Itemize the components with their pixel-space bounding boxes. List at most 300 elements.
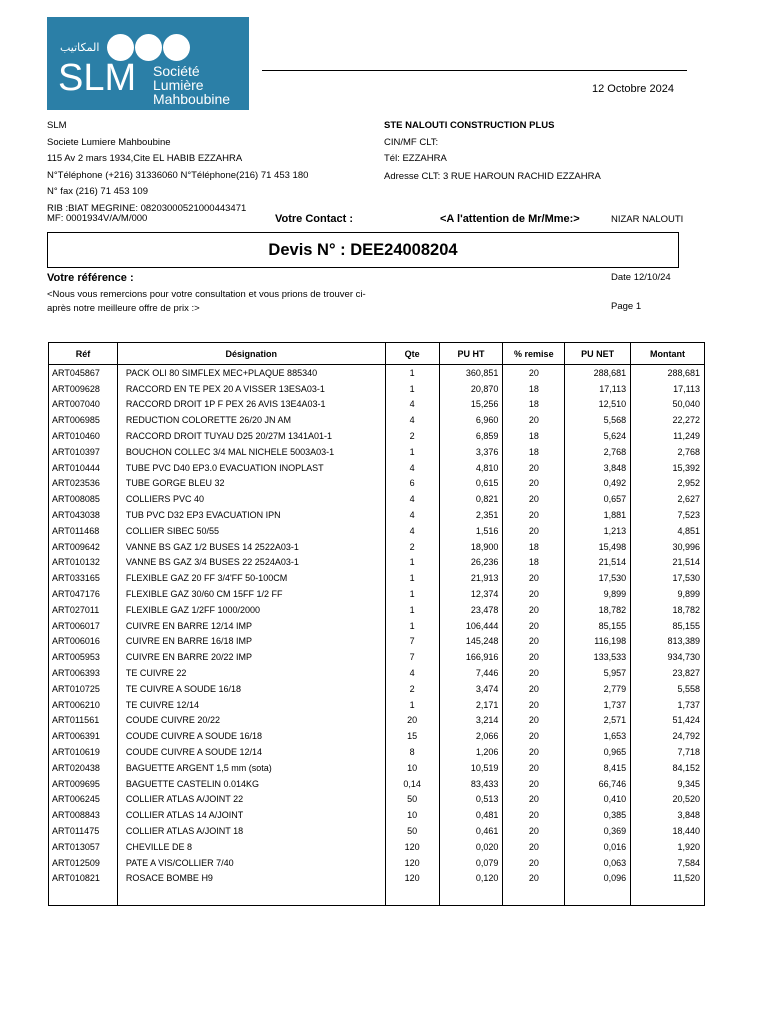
cell-montant: 23,827	[631, 665, 705, 681]
table-row	[49, 744, 705, 760]
cell-designation: BAGUETTE ARGENT 1,5 mm (sota)	[117, 760, 385, 776]
cell-montant: 3,848	[631, 807, 705, 823]
cell-qte: 4	[385, 412, 439, 428]
table-row	[49, 539, 705, 555]
cell-designation: TUB PVC D32 EP3 EVACUATION IPN	[117, 507, 385, 523]
cell-montant: 18,782	[631, 602, 705, 618]
logo-circle	[135, 34, 162, 61]
cell-montant: 21,514	[631, 555, 705, 571]
cell-remise: 20	[503, 460, 565, 476]
cell-designation: CUIVRE EN BARRE 12/14 IMP	[117, 618, 385, 634]
cell-designation: TUBE PVC D40 EP3.0 EVACUATION INOPLAST	[117, 460, 385, 476]
cell-qte: 1	[385, 618, 439, 634]
cell-pu-net: 5,624	[565, 428, 631, 444]
cell-designation: FLEXIBLE GAZ 30/60 CM 15FF 1/2 FF	[117, 586, 385, 602]
cell-montant: 7,523	[631, 507, 705, 523]
table-row	[49, 381, 705, 397]
cell-montant: 813,389	[631, 634, 705, 650]
table-row	[49, 823, 705, 839]
table-row	[49, 855, 705, 871]
cell-pu-net: 0,385	[565, 807, 631, 823]
attention-name: NIZAR NALOUTI	[611, 214, 684, 225]
cell-qte: 0,14	[385, 776, 439, 792]
cell-qte: 20	[385, 713, 439, 729]
devis-title: Devis N° : DEE24008204	[268, 241, 458, 259]
cell-pu-ht: 106,444	[439, 618, 503, 634]
cell-qte: 4	[385, 397, 439, 413]
table-row	[49, 760, 705, 776]
cell-ref: ART043038	[49, 507, 118, 523]
cell-montant: 20,520	[631, 792, 705, 808]
cell-designation: COUDE CUIVRE 20/22	[117, 713, 385, 729]
client-address: Adresse CLT: 3 RUE HAROUN RACHID EZZAHRA	[384, 170, 601, 182]
cell-pu-net: 2,779	[565, 681, 631, 697]
table-row	[49, 649, 705, 665]
cell-montant: 2,627	[631, 491, 705, 507]
cell-qte: 10	[385, 760, 439, 776]
cell-remise: 20	[503, 792, 565, 808]
cell-ref: ART010821	[49, 871, 118, 887]
cell-pu-ht: 21,913	[439, 570, 503, 586]
cell-qte: 7	[385, 649, 439, 665]
cell-pu-net: 17,530	[565, 570, 631, 586]
table-row	[49, 412, 705, 428]
cell-remise: 20	[503, 728, 565, 744]
cell-designation: FLEXIBLE GAZ 1/2FF 1000/2000	[117, 602, 385, 618]
cell-remise: 20	[503, 634, 565, 650]
cell-qte: 7	[385, 634, 439, 650]
cell-montant: 1,920	[631, 839, 705, 855]
table-row	[49, 476, 705, 492]
cell-montant: 15,392	[631, 460, 705, 476]
cell-ref: ART009642	[49, 539, 118, 555]
cell-ref: ART011561	[49, 713, 118, 729]
cell-remise: 18	[503, 397, 565, 413]
cell-pu-ht: 0,020	[439, 839, 503, 855]
cell-designation: COUDE CUIVRE A SOUDE 16/18	[117, 728, 385, 744]
cell-remise: 20	[503, 586, 565, 602]
reference-label: Votre référence :	[47, 272, 134, 284]
cell-pu-net: 1,213	[565, 523, 631, 539]
company-rib: RIB :BIAT MEGRINE: 08203000521000443471	[47, 202, 247, 214]
table-row	[49, 776, 705, 792]
cell-remise: 20	[503, 507, 565, 523]
cell-montant: 288,681	[631, 365, 705, 381]
cell-designation: VANNE BS GAZ 3/4 BUSES 22 2524A03-1	[117, 555, 385, 571]
cell-pu-ht: 360,851	[439, 365, 503, 381]
table-row	[49, 792, 705, 808]
company-phone: N°Téléphone (+216) 31336060 N°Téléphone(216) 71 453 180	[47, 169, 309, 181]
client-tel: Tél: EZZAHRA	[384, 153, 447, 164]
cell-pu-ht: 18,900	[439, 539, 503, 555]
cell-remise: 18	[503, 539, 565, 555]
cell-pu-net: 1,737	[565, 697, 631, 713]
cell-pu-net: 0,492	[565, 476, 631, 492]
cell-designation: REDUCTION COLORETTE 26/20 JN AM	[117, 412, 385, 428]
cell-montant: 22,272	[631, 412, 705, 428]
cell-ref: ART010725	[49, 681, 118, 697]
cell-designation: VANNE BS GAZ 1/2 BUSES 14 2522A03-1	[117, 539, 385, 555]
cell-montant: 17,113	[631, 381, 705, 397]
cell-remise: 20	[503, 523, 565, 539]
cell-ref: ART023536	[49, 476, 118, 492]
cell-ref: ART010397	[49, 444, 118, 460]
cell-pu-ht: 26,236	[439, 555, 503, 571]
table-row	[49, 491, 705, 507]
cell-qte: 50	[385, 823, 439, 839]
cell-ref: ART008843	[49, 807, 118, 823]
company-logo	[47, 17, 249, 110]
company-mf: MF: 0001934V/A/M/000	[47, 213, 148, 224]
cell-pu-ht: 0,461	[439, 823, 503, 839]
cell-qte: 1	[385, 365, 439, 381]
document-date: 12 Octobre 2024	[592, 83, 674, 95]
cell-pu-net: 288,681	[565, 365, 631, 381]
cell-montant: 2,952	[631, 476, 705, 492]
cell-designation: TE CUIVRE 22	[117, 665, 385, 681]
table-row	[49, 839, 705, 855]
table-row	[49, 586, 705, 602]
cell-designation: CUIVRE EN BARRE 16/18 IMP	[117, 634, 385, 650]
cell-montant: 5,558	[631, 681, 705, 697]
table-row	[49, 681, 705, 697]
cell-remise: 20	[503, 570, 565, 586]
cell-qte: 4	[385, 491, 439, 507]
cell-qte: 120	[385, 839, 439, 855]
col-header-pu-ht: PU HT	[439, 343, 503, 365]
cell-designation: COLLIER ATLAS A/JOINT 18	[117, 823, 385, 839]
cell-qte: 8	[385, 744, 439, 760]
cell-pu-ht: 1,206	[439, 744, 503, 760]
table-row	[49, 444, 705, 460]
table-row	[49, 634, 705, 650]
cell-designation: BOUCHON COLLEC 3/4 MAL NICHELE 5003A03-1	[117, 444, 385, 460]
cell-montant: 17,530	[631, 570, 705, 586]
cell-ref: ART011468	[49, 523, 118, 539]
contact-label: Votre Contact :	[275, 213, 354, 225]
cell-pu-net: 15,498	[565, 539, 631, 555]
cell-qte: 1	[385, 444, 439, 460]
table-row	[49, 697, 705, 713]
cell-pu-ht: 3,376	[439, 444, 503, 460]
cell-designation: FLEXIBLE GAZ 20 FF 3/4'FF 50-100CM	[117, 570, 385, 586]
table-header-row	[49, 343, 705, 365]
cell-pu-ht: 0,821	[439, 491, 503, 507]
cell-remise: 20	[503, 807, 565, 823]
cell-montant: 934,730	[631, 649, 705, 665]
col-header-ref: Réf	[49, 343, 118, 365]
cell-qte: 2	[385, 681, 439, 697]
cell-ref: ART006017	[49, 618, 118, 634]
cell-remise: 20	[503, 744, 565, 760]
cell-designation: PATE A VIS/COLLIER 7/40	[117, 855, 385, 871]
cell-ref: ART012509	[49, 855, 118, 871]
logo-arabic-text: المكاتيب	[60, 42, 100, 54]
cell-designation: COLLIERS PVC 40	[117, 491, 385, 507]
cell-pu-ht: 20,870	[439, 381, 503, 397]
cell-pu-net: 66,746	[565, 776, 631, 792]
client-info	[384, 118, 601, 185]
cell-pu-net: 2,571	[565, 713, 631, 729]
cell-qte: 1	[385, 555, 439, 571]
cell-pu-net: 116,198	[565, 634, 631, 650]
cell-ref: ART008085	[49, 491, 118, 507]
table-row	[49, 365, 705, 381]
cell-qte: 4	[385, 665, 439, 681]
cell-montant: 7,718	[631, 744, 705, 760]
cell-qte: 1	[385, 586, 439, 602]
cell-remise: 20	[503, 776, 565, 792]
cell-pu-net: 0,657	[565, 491, 631, 507]
cell-pu-ht: 6,960	[439, 412, 503, 428]
cell-ref: ART009628	[49, 381, 118, 397]
cell-montant: 9,899	[631, 586, 705, 602]
cell-montant: 24,792	[631, 728, 705, 744]
table-row	[49, 507, 705, 523]
cell-remise: 20	[503, 871, 565, 887]
cell-pu-ht: 0,513	[439, 792, 503, 808]
cell-montant: 11,520	[631, 871, 705, 887]
cell-pu-net: 18,782	[565, 602, 631, 618]
cell-qte: 4	[385, 507, 439, 523]
cell-pu-net: 0,063	[565, 855, 631, 871]
logo-text: SLM	[58, 57, 137, 99]
cell-qte: 1	[385, 381, 439, 397]
cell-pu-ht: 0,120	[439, 871, 503, 887]
cell-ref: ART027011	[49, 602, 118, 618]
cell-qte: 15	[385, 728, 439, 744]
table-row	[49, 871, 705, 887]
cell-pu-net: 0,016	[565, 839, 631, 855]
cell-qte: 10	[385, 807, 439, 823]
company-fax: N° fax (216) 71 453 109	[47, 186, 148, 197]
cell-pu-ht: 3,474	[439, 681, 503, 697]
cell-pu-ht: 10,519	[439, 760, 503, 776]
cell-designation: ROSACE BOMBE H9	[117, 871, 385, 887]
cell-remise: 20	[503, 476, 565, 492]
cell-remise: 18	[503, 444, 565, 460]
cell-ref: ART006210	[49, 697, 118, 713]
col-header-designation: Désignation	[117, 343, 385, 365]
cell-pu-net: 8,415	[565, 760, 631, 776]
cell-qte: 1	[385, 570, 439, 586]
cell-designation: RACCORD EN TE PEX 20 A VISSER 13ESA03-1	[117, 381, 385, 397]
cell-remise: 18	[503, 381, 565, 397]
cell-pu-ht: 3,214	[439, 713, 503, 729]
cell-remise: 20	[503, 839, 565, 855]
cell-pu-net: 2,768	[565, 444, 631, 460]
cell-remise: 20	[503, 412, 565, 428]
cell-pu-ht: 7,446	[439, 665, 503, 681]
cell-pu-net: 0,096	[565, 871, 631, 887]
cell-ref: ART010444	[49, 460, 118, 476]
cell-ref: ART006985	[49, 412, 118, 428]
items-table	[48, 342, 705, 906]
cell-designation: TE CUIVRE 12/14	[117, 697, 385, 713]
cell-ref: ART006391	[49, 728, 118, 744]
cell-remise: 20	[503, 760, 565, 776]
cell-pu-ht: 15,256	[439, 397, 503, 413]
cell-remise: 20	[503, 491, 565, 507]
cell-ref: ART011475	[49, 823, 118, 839]
cell-designation: TE CUIVRE A SOUDE 16/18	[117, 681, 385, 697]
cell-remise: 20	[503, 365, 565, 381]
col-header-remise: % remise	[503, 343, 565, 365]
date-short: Date 12/10/24	[611, 272, 671, 283]
col-header-montant: Montant	[631, 343, 705, 365]
cell-montant: 9,345	[631, 776, 705, 792]
cell-ref: ART045867	[49, 365, 118, 381]
cell-designation: PACK OLI 80 SIMFLEX MEC+PLAQUE 885340	[117, 365, 385, 381]
cell-montant: 2,768	[631, 444, 705, 460]
cell-montant: 30,996	[631, 539, 705, 555]
cell-pu-net: 17,113	[565, 381, 631, 397]
cell-remise: 20	[503, 697, 565, 713]
attention-label: <A l'attention de Mr/Mme:>	[440, 213, 580, 225]
cell-ref: ART007040	[49, 397, 118, 413]
cell-remise: 20	[503, 855, 565, 871]
cell-montant: 18,440	[631, 823, 705, 839]
cell-qte: 120	[385, 855, 439, 871]
col-header-pu-net: PU NET	[565, 343, 631, 365]
company-info	[47, 118, 308, 217]
cell-remise: 18	[503, 555, 565, 571]
cell-qte: 50	[385, 792, 439, 808]
cell-pu-net: 5,568	[565, 412, 631, 428]
cell-designation: CHEVILLE DE 8	[117, 839, 385, 855]
cell-pu-net: 133,533	[565, 649, 631, 665]
cell-ref: ART006016	[49, 634, 118, 650]
cell-designation: COLLIER SIBEC 50/55	[117, 523, 385, 539]
cell-pu-ht: 2,171	[439, 697, 503, 713]
cell-montant: 84,152	[631, 760, 705, 776]
cell-pu-ht: 6,859	[439, 428, 503, 444]
table-row	[49, 397, 705, 413]
cell-pu-net: 0,369	[565, 823, 631, 839]
cell-montant: 7,584	[631, 855, 705, 871]
devis-title-box	[47, 232, 679, 268]
cell-remise: 20	[503, 665, 565, 681]
cell-pu-net: 85,155	[565, 618, 631, 634]
cell-remise: 20	[503, 681, 565, 697]
cell-pu-net: 21,514	[565, 555, 631, 571]
cell-remise: 20	[503, 602, 565, 618]
table-row	[49, 728, 705, 744]
cell-qte: 6	[385, 476, 439, 492]
cell-montant: 50,040	[631, 397, 705, 413]
cell-ref: ART010460	[49, 428, 118, 444]
page-number: Page 1	[611, 301, 642, 312]
table-row	[49, 618, 705, 634]
cell-remise: 18	[503, 428, 565, 444]
cell-pu-ht: 0,615	[439, 476, 503, 492]
cell-remise: 20	[503, 823, 565, 839]
cell-pu-net: 5,957	[565, 665, 631, 681]
header-rule	[262, 70, 687, 71]
cell-ref: ART047176	[49, 586, 118, 602]
table-row	[49, 555, 705, 571]
company-name: Societe Lumiere Mahboubine	[47, 136, 171, 148]
cell-pu-ht: 12,374	[439, 586, 503, 602]
company-address: 115 Av 2 mars 1934,Cite EL HABIB EZZAHRA	[47, 153, 243, 164]
cell-designation: COLLIER ATLAS A/JOINT 22	[117, 792, 385, 808]
cell-qte: 2	[385, 539, 439, 555]
cell-pu-ht: 0,481	[439, 807, 503, 823]
cell-pu-net: 0,410	[565, 792, 631, 808]
cell-ref: ART009695	[49, 776, 118, 792]
cell-pu-net: 3,848	[565, 460, 631, 476]
cell-ref: ART013057	[49, 839, 118, 855]
cell-pu-net: 9,899	[565, 586, 631, 602]
client-cin: CIN/MF CLT:	[384, 136, 439, 148]
cell-pu-ht: 4,810	[439, 460, 503, 476]
table-filler-row	[49, 886, 705, 906]
cell-pu-ht: 2,066	[439, 728, 503, 744]
intro-text: <Nous vous remercions pour votre consultation et vous prions de trouver ci- après notre meilleure offre de prix :>	[47, 289, 366, 314]
cell-pu-net: 1,653	[565, 728, 631, 744]
cell-qte: 2	[385, 428, 439, 444]
cell-qte: 1	[385, 602, 439, 618]
cell-pu-net: 0,965	[565, 744, 631, 760]
col-header-qte: Qte	[385, 343, 439, 365]
cell-designation: RACCORD DROIT TUYAU D25 20/27M 1341A01-1	[117, 428, 385, 444]
cell-pu-ht: 2,351	[439, 507, 503, 523]
cell-ref: ART006245	[49, 792, 118, 808]
cell-pu-ht: 145,248	[439, 634, 503, 650]
cell-remise: 20	[503, 713, 565, 729]
cell-pu-ht: 83,433	[439, 776, 503, 792]
cell-montant: 4,851	[631, 523, 705, 539]
table-row	[49, 602, 705, 618]
cell-pu-net: 12,510	[565, 397, 631, 413]
table-row	[49, 460, 705, 476]
cell-montant: 11,249	[631, 428, 705, 444]
table-row	[49, 665, 705, 681]
cell-qte: 120	[385, 871, 439, 887]
cell-ref: ART010619	[49, 744, 118, 760]
cell-designation: RACCORD DROIT 1P F PEX 26 AVIS 13E4A03-1	[117, 397, 385, 413]
table-row	[49, 807, 705, 823]
logo-company-name: Société Lumière Mahboubine	[153, 63, 231, 107]
cell-montant: 51,424	[631, 713, 705, 729]
cell-designation: TUBE GORGE BLEU 32	[117, 476, 385, 492]
cell-ref: ART010132	[49, 555, 118, 571]
cell-montant: 1,737	[631, 697, 705, 713]
cell-designation: COUDE CUIVRE A SOUDE 12/14	[117, 744, 385, 760]
cell-qte: 4	[385, 460, 439, 476]
client-name: STE NALOUTI CONSTRUCTION PLUS	[384, 120, 555, 131]
table-row	[49, 713, 705, 729]
cell-pu-ht: 0,079	[439, 855, 503, 871]
cell-qte: 1	[385, 697, 439, 713]
cell-montant: 85,155	[631, 618, 705, 634]
cell-pu-ht: 1,516	[439, 523, 503, 539]
cell-remise: 20	[503, 618, 565, 634]
table-row	[49, 570, 705, 586]
cell-designation: CUIVRE EN BARRE 20/22 IMP	[117, 649, 385, 665]
cell-ref: ART006393	[49, 665, 118, 681]
cell-qte: 4	[385, 523, 439, 539]
cell-pu-ht: 23,478	[439, 602, 503, 618]
cell-ref: ART005953	[49, 649, 118, 665]
logo-circle	[163, 34, 190, 61]
table-row	[49, 523, 705, 539]
cell-ref: ART033165	[49, 570, 118, 586]
company-short-name: SLM	[47, 120, 67, 131]
cell-remise: 20	[503, 649, 565, 665]
cell-pu-ht: 166,916	[439, 649, 503, 665]
table-row	[49, 428, 705, 444]
